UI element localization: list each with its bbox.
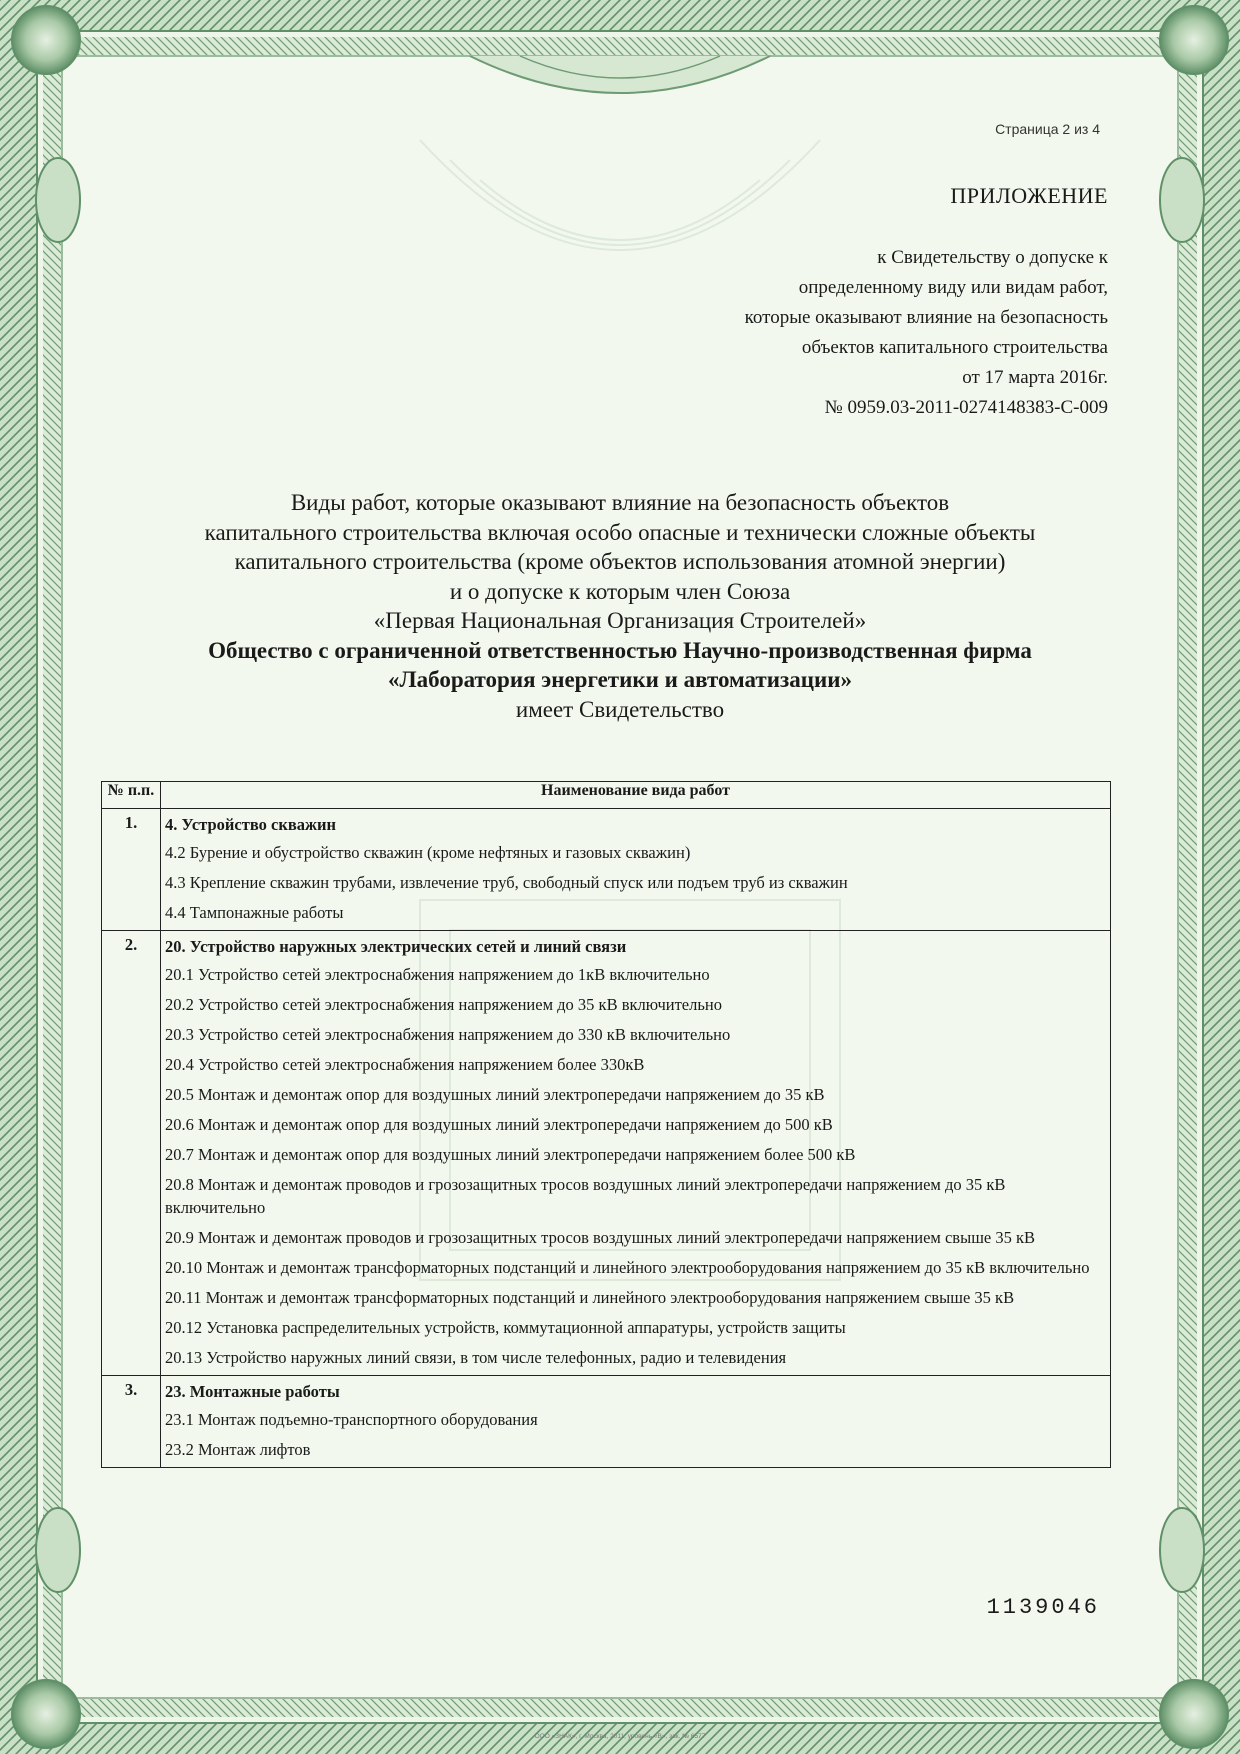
- annex-date: от 17 марта 2016г.: [962, 367, 1108, 388]
- work-group-title: 23. Монтажные работы: [165, 1382, 340, 1401]
- table-header-row: [102, 782, 1111, 809]
- row-number: 3.: [102, 1376, 161, 1468]
- work-item: 23.1 Монтаж подъемно-транспортного оборудования: [165, 1410, 538, 1429]
- work-item: 20.4 Устройство сетей электроснабжения напряжением более 330кВ: [165, 1055, 645, 1074]
- table-row: [102, 809, 1111, 931]
- page-number-label: Страница 2 из 4: [995, 121, 1100, 137]
- row-content: [161, 1376, 1111, 1468]
- form-serial-number: 1139046: [986, 1595, 1100, 1620]
- heading-line: капитального строительства (кроме объектов использования атомной энергии): [234, 549, 1006, 574]
- document-heading: [80, 488, 1160, 724]
- work-item: 20.5 Монтаж и демонтаж опор для воздушных линий электропередачи напряжением до 35 кВ: [165, 1085, 825, 1104]
- heading-line: Виды работ, которые оказывают влияние на безопасность объектов: [290, 490, 950, 515]
- work-item: 20.10 Монтаж и демонтаж трансформаторных подстанций и линейного электрооборудования напряжением до 35 кВ включительно: [165, 1258, 1090, 1277]
- work-item: 23.2 Монтаж лифтов: [165, 1440, 311, 1459]
- work-types-table: [101, 781, 1111, 1468]
- heading-line: и о допуске к которым член Союза: [449, 578, 791, 604]
- work-group-title: 4. Устройство скважин: [165, 815, 336, 834]
- heading-suffix: имеет Свидетельство: [515, 696, 725, 722]
- row-number: 1.: [102, 809, 161, 931]
- row-number: 2.: [102, 931, 161, 1376]
- work-group-title: 20. Устройство наружных электрических сетей и линий связи: [165, 937, 627, 956]
- annex-line: которые оказывают влияние на безопасность: [744, 307, 1108, 328]
- table-row: [102, 1376, 1111, 1468]
- company-name: «Лаборатория энергетики и автоматизации»: [388, 667, 852, 692]
- work-item: 4.3 Крепление скважин трубами, извлечение труб, свободный спуск или подъем труб из скважин: [165, 873, 848, 892]
- row-content: [161, 931, 1111, 1376]
- column-header-number: № п.п.: [102, 782, 161, 809]
- work-item: 20.12 Установка распределительных устройств, коммутационной аппаратуры, устройств защиты: [165, 1318, 846, 1337]
- work-item: 4.4 Тампонажные работы: [165, 903, 344, 922]
- printer-imprint: ООО «ЗНАК», г. Москва, 2011, уровень «В», зак. № 6577: [534, 1733, 706, 1740]
- annex-line: определенному виду или видам работ,: [798, 277, 1108, 298]
- work-item: 20.8 Монтаж и демонтаж проводов и грозозащитных тросов воздушных линий электропередачи напряжением до 35 кВ включительно: [165, 1175, 1006, 1217]
- certificate-number: № 0959.03-2011-0274148383-С-009: [824, 397, 1108, 418]
- row-content: [161, 809, 1111, 931]
- heading-line: капитального строительства включая особо опасные и технически сложные объекты: [204, 519, 1036, 545]
- work-item: 20.6 Монтаж и демонтаж опор для воздушных линий электропередачи напряжением до 500 кВ: [165, 1115, 833, 1134]
- work-item: 20.7 Монтаж и демонтаж опор для воздушных линий электропередачи напряжением более 500 кВ: [165, 1145, 856, 1164]
- annex-line: к Свидетельству о допуске к: [877, 247, 1108, 268]
- work-item: 20.11 Монтаж и демонтаж трансформаторных подстанций и линейного электрооборудования напряжением свыше 35 кВ: [165, 1288, 1015, 1307]
- annex-reference-block: [560, 243, 1108, 423]
- annex-title: ПРИЛОЖЕНИЕ: [950, 183, 1108, 208]
- column-header-work-type: Наименование вида работ: [161, 782, 1111, 809]
- work-item: 20.1 Устройство сетей электроснабжения напряжением до 1кВ включительно: [165, 965, 710, 984]
- work-item: 4.2 Бурение и обустройство скважин (кроме нефтяных и газовых скважин): [165, 843, 691, 862]
- work-item: 20.9 Монтаж и демонтаж проводов и грозозащитных тросов воздушных линий электропередачи напряжением свыше 35 кВ: [165, 1228, 1035, 1247]
- table-row: [102, 931, 1111, 1376]
- work-item: 20.3 Устройство сетей электроснабжения напряжением до 330 кВ включительно: [165, 1025, 731, 1044]
- heading-line: «Первая Национальная Организация Строителей»: [373, 608, 867, 633]
- work-item: 20.13 Устройство наружных линий связи, в том числе телефонных, радио и телевидения: [165, 1348, 787, 1367]
- work-item: 20.2 Устройство сетей электроснабжения напряжением до 35 кВ включительно: [165, 995, 722, 1014]
- annex-line: объектов капитального строительства: [801, 337, 1108, 358]
- company-name: Общество с ограниченной ответственностью Научно-производственная фирма: [208, 637, 1032, 663]
